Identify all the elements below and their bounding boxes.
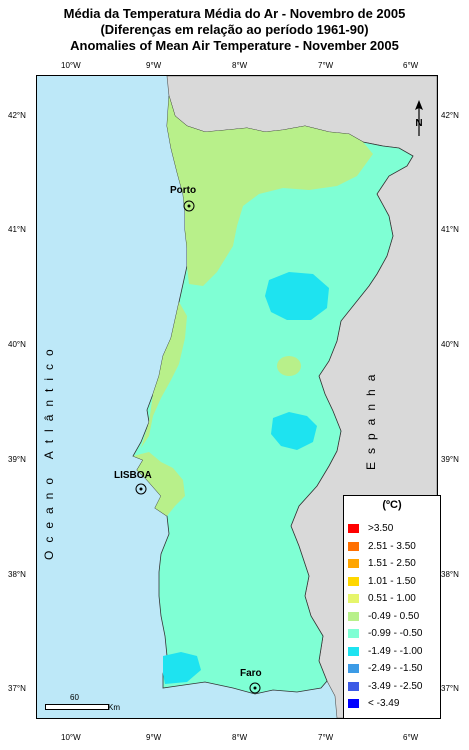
lon-tick-top: 7°W — [318, 61, 334, 70]
svg-text:N: N — [415, 118, 423, 129]
legend-item — [348, 645, 438, 659]
faro-dot-icon — [254, 687, 257, 690]
legend-swatch — [348, 699, 359, 708]
scale-unit: Km — [108, 703, 120, 712]
legend-item — [348, 697, 438, 711]
lon-tick-bottom: 9°W — [146, 733, 162, 742]
legend-swatch — [348, 594, 359, 603]
legend-item — [348, 522, 438, 536]
legend-item — [348, 662, 438, 676]
lon-tick-bottom: 6°W — [403, 733, 419, 742]
legend-label: < -3.49 — [368, 698, 400, 709]
legend-label: 1.51 - 2.50 — [368, 558, 416, 569]
legend-swatch — [348, 559, 359, 568]
legend-label: >3.50 — [368, 523, 394, 534]
legend-item — [348, 592, 438, 606]
legend-label: 0.51 - 1.00 — [368, 593, 416, 604]
lisboa-dot-icon — [140, 488, 143, 491]
legend-label: 2.51 - 3.50 — [368, 540, 416, 552]
lat-tick-right: 42°N — [441, 111, 459, 120]
lat-tick-right: 38°N — [441, 570, 459, 579]
legend-item — [348, 680, 438, 694]
legend-item — [348, 627, 438, 641]
lat-tick-right: 39°N — [441, 455, 459, 464]
anomaly-zone-warm-patch — [277, 356, 301, 376]
city-label-lisboa: LISBOA — [114, 470, 152, 481]
lon-tick-top: 9°W — [146, 61, 162, 70]
map-title-en: Anomalies of Mean Air Temperature - November 2005 — [70, 38, 399, 53]
lon-tick-top: 10°W — [61, 61, 81, 70]
north-arrow-icon — [410, 100, 428, 136]
spain-label: Espanha — [364, 366, 378, 470]
legend-label: -0.99 - -0.50 — [368, 628, 423, 639]
lat-tick-left: 41°N — [8, 225, 26, 234]
legend-label: -2.49 - -1.50 — [368, 663, 423, 674]
map-title-pt: Média da Temperatura Média do Ar - Novembro de 2005 — [63, 6, 406, 21]
city-label-porto: Porto — [170, 185, 197, 196]
lat-tick-left: 37°N — [8, 684, 26, 693]
lon-tick-top: 8°W — [232, 61, 248, 70]
legend-swatch — [348, 524, 359, 533]
lat-tick-left: 40°N — [8, 340, 26, 349]
lon-tick-bottom: 8°W — [232, 733, 248, 742]
ocean-label: Oceano Atlântico — [42, 341, 56, 560]
legend-title: (ºC) — [382, 499, 402, 511]
lat-tick-left: 42°N — [8, 111, 26, 120]
legend-label: -1.49 - -1.00 — [368, 645, 423, 657]
legend-item — [348, 610, 438, 624]
lat-tick-right: 40°N — [441, 340, 459, 349]
lat-tick-right: 41°N — [441, 225, 459, 234]
lon-tick-bottom: 7°W — [318, 733, 334, 742]
map-subtitle-pt: (Diferenças em relação ao período 1961-90) — [100, 22, 369, 37]
lat-tick-right: 37°N — [441, 684, 459, 693]
legend-item — [348, 557, 438, 571]
legend-swatch — [348, 664, 359, 673]
legend-swatch — [348, 542, 359, 551]
scale-value: 60 — [70, 693, 79, 702]
lon-tick-bottom: 10°W — [61, 733, 81, 742]
scale-bar — [45, 704, 109, 710]
city-label-faro: Faro — [240, 668, 262, 679]
porto-dot-icon — [188, 205, 191, 208]
legend-swatch — [348, 647, 359, 656]
legend-swatch — [348, 577, 359, 586]
lon-tick-top: 6°W — [403, 61, 419, 70]
lat-tick-left: 38°N — [8, 570, 26, 579]
legend-swatch — [348, 682, 359, 691]
legend-label: -3.49 - -2.50 — [368, 680, 423, 692]
legend-item — [348, 540, 438, 554]
legend-swatch — [348, 612, 359, 621]
legend-item — [348, 575, 438, 589]
legend-label: 1.01 - 1.50 — [368, 575, 416, 587]
legend-label: -0.49 - 0.50 — [368, 610, 420, 622]
legend-box — [343, 495, 441, 719]
legend-swatch — [348, 629, 359, 638]
lat-tick-left: 39°N — [8, 455, 26, 464]
